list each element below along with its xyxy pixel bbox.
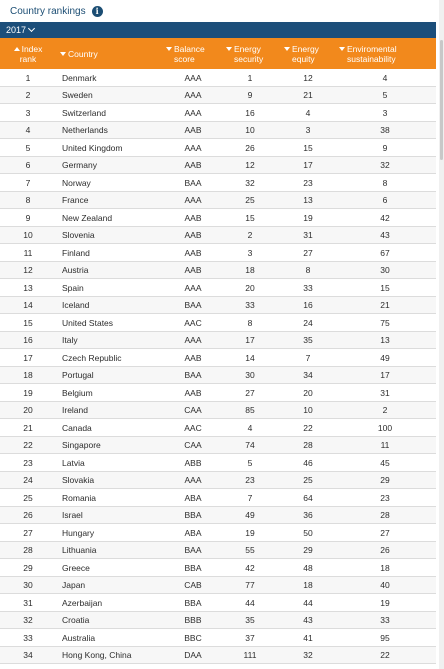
cell-energy-equity: 46 <box>303 457 313 468</box>
table-row[interactable] <box>0 104 436 122</box>
cell-energy-security: 32 <box>245 177 255 188</box>
cell-balance-score: AAA <box>184 282 202 293</box>
cell-balance-score: AAA <box>184 107 202 118</box>
cell-rank: 12 <box>23 265 33 276</box>
cell-country: Belgium <box>62 387 93 398</box>
sort-icon <box>60 52 66 56</box>
header-rank-line2: rank <box>19 53 37 64</box>
cell-balance-score: ABB <box>184 457 202 468</box>
cell-energy-security: 42 <box>245 562 255 573</box>
table-row[interactable] <box>0 297 436 315</box>
table-row[interactable] <box>0 629 436 647</box>
cell-energy-equity: 27 <box>303 247 313 258</box>
cell-rank: 9 <box>25 212 31 223</box>
sort-icon <box>166 47 172 51</box>
cell-environmental-sustainability: 13 <box>380 335 390 346</box>
cell-balance-score: AAA <box>184 72 202 83</box>
table-row[interactable] <box>0 454 436 472</box>
cell-energy-security: 33 <box>245 300 255 311</box>
cell-rank: 3 <box>25 107 31 118</box>
table-row[interactable] <box>0 524 436 542</box>
cell-energy-equity: 21 <box>303 90 313 101</box>
header-equity-line2: equity <box>292 53 315 64</box>
cell-energy-security: 16 <box>245 107 255 118</box>
table-row[interactable] <box>0 244 436 262</box>
cell-energy-equity: 31 <box>303 230 313 241</box>
cell-energy-equity: 22 <box>303 422 313 433</box>
cell-country: Singapore <box>62 440 101 451</box>
cell-environmental-sustainability: 100 <box>377 422 393 433</box>
cell-environmental-sustainability: 29 <box>380 475 390 486</box>
cell-country: Denmark <box>62 72 97 83</box>
cell-energy-equity: 41 <box>303 632 313 643</box>
cell-balance-score: ABA <box>184 492 202 503</box>
cell-balance-score: AAB <box>184 212 202 223</box>
cell-country: United Kingdom <box>62 142 123 153</box>
table-row[interactable] <box>0 87 436 105</box>
cell-environmental-sustainability: 30 <box>380 265 390 276</box>
cell-balance-score: BAA <box>184 545 202 556</box>
cell-rank: 13 <box>23 282 33 293</box>
cell-balance-score: BBA <box>184 597 202 608</box>
cell-energy-security: 2 <box>247 230 253 241</box>
cell-balance-score: AAB <box>184 160 202 171</box>
cell-balance-score: CAA <box>184 440 202 451</box>
table-row[interactable] <box>0 69 436 87</box>
cell-environmental-sustainability: 67 <box>380 247 390 258</box>
cell-country: Germany <box>62 160 97 171</box>
table-row[interactable] <box>0 472 436 490</box>
cell-energy-security: 15 <box>245 212 255 223</box>
cell-country: Czech Republic <box>62 352 122 363</box>
cell-country: Ireland <box>62 405 88 416</box>
scrollbar-thumb[interactable] <box>440 40 443 160</box>
cell-balance-score: AAC <box>184 317 202 328</box>
cell-balance-score: AAB <box>184 387 202 398</box>
cell-environmental-sustainability: 26 <box>380 545 390 556</box>
cell-environmental-sustainability: 43 <box>380 230 390 241</box>
cell-rank: 23 <box>23 457 33 468</box>
table-row[interactable] <box>0 419 436 437</box>
cell-balance-score: AAB <box>184 247 202 258</box>
table-row[interactable] <box>0 139 436 157</box>
cell-balance-score: BBB <box>184 615 202 626</box>
table-row[interactable] <box>0 507 436 525</box>
cell-country: Canada <box>62 422 92 433</box>
cell-rank: 7 <box>25 177 31 188</box>
cell-energy-equity: 32 <box>303 650 313 661</box>
cell-environmental-sustainability: 27 <box>380 527 390 538</box>
sort-icon <box>284 47 290 51</box>
cell-environmental-sustainability: 19 <box>380 597 390 608</box>
cell-rank: 27 <box>23 527 33 538</box>
cell-environmental-sustainability: 31 <box>380 387 390 398</box>
cell-environmental-sustainability: 28 <box>380 510 390 521</box>
cell-environmental-sustainability: 2 <box>382 405 388 416</box>
cell-country: Latvia <box>62 457 85 468</box>
header-sust-line2: sustainability <box>347 53 396 64</box>
cell-country: Austria <box>62 265 89 276</box>
cell-environmental-sustainability: 75 <box>380 317 390 328</box>
cell-rank: 26 <box>23 510 33 521</box>
header-balance-line1: Balance <box>174 43 205 54</box>
cell-rank: 21 <box>23 422 33 433</box>
cell-energy-security: 27 <box>245 387 255 398</box>
cell-balance-score: AAB <box>184 230 202 241</box>
cell-rank: 25 <box>23 492 33 503</box>
header-sust-line1: Enviromental <box>347 43 397 54</box>
cell-rank: 2 <box>25 90 31 101</box>
cell-environmental-sustainability: 6 <box>382 195 388 206</box>
cell-environmental-sustainability: 22 <box>380 650 390 661</box>
cell-country: France <box>62 195 89 206</box>
table-row[interactable] <box>0 174 436 192</box>
info-icon[interactable]: i <box>92 6 103 17</box>
scrollbar[interactable] <box>439 0 444 669</box>
cell-balance-score: DAA <box>184 650 202 661</box>
cell-balance-score: BBA <box>184 562 202 573</box>
cell-energy-security: 12 <box>245 160 255 171</box>
cell-country: Italy <box>62 335 78 346</box>
cell-country: Switzerland <box>62 107 106 118</box>
cell-country: Sweden <box>62 90 93 101</box>
cell-energy-equity: 25 <box>303 475 313 486</box>
cell-balance-score: AAC <box>184 422 202 433</box>
cell-energy-security: 77 <box>245 580 255 591</box>
cell-balance-score: AAA <box>184 195 202 206</box>
cell-energy-security: 55 <box>245 545 255 556</box>
cell-energy-equity: 13 <box>303 195 313 206</box>
cell-rank: 16 <box>23 335 33 346</box>
cell-country: Iceland <box>62 300 90 311</box>
cell-environmental-sustainability: 3 <box>382 107 388 118</box>
year-value: 2017 <box>6 25 27 35</box>
cell-energy-security: 7 <box>247 492 253 503</box>
cell-balance-score: BBC <box>184 632 202 643</box>
cell-energy-security: 8 <box>247 317 253 328</box>
cell-balance-score: BBA <box>184 510 202 521</box>
cell-environmental-sustainability: 49 <box>380 352 390 363</box>
cell-country: Lithuania <box>62 545 97 556</box>
cell-energy-equity: 23 <box>303 177 313 188</box>
cell-balance-score: CAA <box>184 405 202 416</box>
cell-environmental-sustainability: 8 <box>382 177 388 188</box>
cell-rank: 17 <box>23 352 33 363</box>
cell-energy-equity: 18 <box>303 580 313 591</box>
cell-energy-equity: 17 <box>303 160 313 171</box>
cell-energy-security: 5 <box>247 457 253 468</box>
cell-environmental-sustainability: 45 <box>380 457 390 468</box>
cell-rank: 29 <box>23 562 33 573</box>
cell-energy-equity: 29 <box>303 545 313 556</box>
cell-energy-equity: 43 <box>303 615 313 626</box>
year-bar <box>0 22 436 38</box>
table-row[interactable] <box>0 122 436 140</box>
cell-rank: 8 <box>25 195 31 206</box>
cell-environmental-sustainability: 32 <box>380 160 390 171</box>
header-energy-security[interactable] <box>226 38 281 69</box>
cell-energy-security: 19 <box>245 527 255 538</box>
header-country-label: Country <box>68 48 98 59</box>
cell-country: New Zealand <box>62 212 113 223</box>
cell-rank: 4 <box>25 125 31 136</box>
cell-rank: 24 <box>23 475 33 486</box>
cell-country: Romania <box>62 492 97 503</box>
cell-energy-equity: 15 <box>303 142 313 153</box>
cell-energy-security: 14 <box>245 352 255 363</box>
cell-country: Spain <box>62 282 84 293</box>
cell-environmental-sustainability: 42 <box>380 212 390 223</box>
header-environmental-sustainability[interactable] <box>339 38 436 69</box>
cell-energy-equity: 24 <box>303 317 313 328</box>
sort-icon <box>226 47 232 51</box>
table-row[interactable] <box>0 384 436 402</box>
cell-rank: 18 <box>23 370 33 381</box>
cell-energy-security: 1 <box>247 72 253 83</box>
cell-environmental-sustainability: 4 <box>382 72 388 83</box>
cell-balance-score: AAB <box>184 265 202 276</box>
cell-balance-score: AAB <box>184 352 202 363</box>
table-row[interactable] <box>0 367 436 385</box>
cell-energy-equity: 48 <box>303 562 313 573</box>
header-index-rank[interactable] <box>8 38 48 69</box>
cell-energy-equity: 19 <box>303 212 313 223</box>
cell-environmental-sustainability: 21 <box>380 300 390 311</box>
table-row[interactable] <box>0 332 436 350</box>
cell-rank: 1 <box>25 72 31 83</box>
cell-country: Azerbaijan <box>62 597 103 608</box>
cell-energy-equity: 50 <box>303 527 313 538</box>
cell-country: Norway <box>62 177 91 188</box>
cell-balance-score: BAA <box>184 370 202 381</box>
cell-energy-security: 23 <box>245 475 255 486</box>
header-security-line2: security <box>234 53 264 64</box>
table-header <box>0 38 436 69</box>
cell-country: Slovenia <box>62 230 95 241</box>
cell-rank: 33 <box>23 632 33 643</box>
cell-country: Portugal <box>62 370 94 381</box>
cell-balance-score: CAB <box>184 580 202 591</box>
cell-rank: 6 <box>25 160 31 171</box>
page-title: Country rankings <box>10 5 86 17</box>
table-row[interactable] <box>0 594 436 612</box>
cell-energy-equity: 64 <box>303 492 313 503</box>
cell-energy-security: 4 <box>247 422 253 433</box>
table-row[interactable] <box>0 542 436 560</box>
cell-energy-security: 111 <box>243 650 257 661</box>
cell-balance-score: AAA <box>184 335 202 346</box>
cell-environmental-sustainability: 5 <box>382 90 388 101</box>
cell-balance-score: AAA <box>184 475 202 486</box>
cell-country: Finland <box>62 247 90 258</box>
cell-energy-security: 37 <box>245 632 255 643</box>
cell-energy-equity: 8 <box>305 265 311 276</box>
header-balance-line2: score <box>174 53 195 64</box>
cell-country: United States <box>62 317 114 328</box>
table-row[interactable] <box>0 314 436 332</box>
cell-rank: 31 <box>23 597 33 608</box>
chevron-down-icon <box>28 25 35 32</box>
cell-country: Slovakia <box>62 475 95 486</box>
cell-environmental-sustainability: 95 <box>380 632 390 643</box>
cell-energy-security: 85 <box>245 405 255 416</box>
cell-environmental-sustainability: 38 <box>380 125 390 136</box>
table-row[interactable] <box>0 227 436 245</box>
cell-rank: 11 <box>23 247 33 258</box>
cell-environmental-sustainability: 18 <box>380 562 390 573</box>
cell-environmental-sustainability: 9 <box>382 142 388 153</box>
cell-rank: 19 <box>23 387 33 398</box>
cell-rank: 28 <box>23 545 33 556</box>
cell-balance-score: AAA <box>184 90 202 101</box>
cell-energy-security: 17 <box>245 335 255 346</box>
header-equity-line1: Energy <box>292 43 319 54</box>
cell-balance-score: BAA <box>184 300 202 311</box>
cell-energy-security: 49 <box>245 510 255 521</box>
rankings-table-body <box>0 69 436 664</box>
table-row[interactable] <box>0 437 436 455</box>
cell-country: Greece <box>62 562 90 573</box>
cell-energy-security: 74 <box>245 440 255 451</box>
cell-energy-equity: 3 <box>305 125 311 136</box>
table-row[interactable] <box>0 402 436 420</box>
cell-country: Hong Kong, China <box>62 650 132 661</box>
cell-rank: 14 <box>23 300 33 311</box>
cell-energy-equity: 34 <box>303 370 313 381</box>
table-row[interactable] <box>0 157 436 175</box>
table-row[interactable] <box>0 192 436 210</box>
table-row[interactable] <box>0 489 436 507</box>
cell-environmental-sustainability: 17 <box>380 370 390 381</box>
cell-energy-equity: 20 <box>303 387 313 398</box>
cell-energy-equity: 16 <box>303 300 313 311</box>
cell-rank: 32 <box>23 615 33 626</box>
sort-asc-icon <box>14 47 20 51</box>
cell-balance-score: AAB <box>184 125 202 136</box>
cell-energy-security: 10 <box>245 125 255 136</box>
table-row[interactable] <box>0 349 436 367</box>
sort-icon <box>339 47 345 51</box>
cell-balance-score: AAA <box>184 142 202 153</box>
cell-balance-score: BAA <box>184 177 202 188</box>
header-energy-equity[interactable] <box>284 38 334 69</box>
cell-energy-equity: 10 <box>303 405 313 416</box>
cell-rank: 15 <box>23 317 33 328</box>
cell-energy-security: 44 <box>245 597 255 608</box>
table-row[interactable] <box>0 647 436 665</box>
cell-energy-security: 30 <box>245 370 255 381</box>
cell-energy-equity: 7 <box>305 352 311 363</box>
cell-energy-security: 9 <box>247 90 253 101</box>
cell-energy-security: 20 <box>245 282 255 293</box>
table-row[interactable] <box>0 209 436 227</box>
header-balance-score[interactable] <box>166 38 226 69</box>
cell-country: Hungary <box>62 527 95 538</box>
table-row[interactable] <box>0 279 436 297</box>
table-row[interactable] <box>0 612 436 630</box>
cell-energy-security: 3 <box>247 247 253 258</box>
cell-rank: 10 <box>23 230 33 241</box>
cell-energy-security: 18 <box>245 265 255 276</box>
cell-rank: 20 <box>23 405 33 416</box>
table-row[interactable] <box>0 559 436 577</box>
cell-energy-equity: 4 <box>305 107 311 118</box>
cell-environmental-sustainability: 23 <box>380 492 390 503</box>
cell-environmental-sustainability: 40 <box>380 580 390 591</box>
cell-rank: 5 <box>25 142 31 153</box>
cell-rank: 30 <box>23 580 33 591</box>
header-country[interactable] <box>60 38 170 69</box>
cell-energy-equity: 33 <box>303 282 313 293</box>
cell-energy-equity: 36 <box>303 510 313 521</box>
cell-country: Japan <box>62 580 86 591</box>
cell-energy-security: 26 <box>245 142 255 153</box>
header-security-line1: Energy <box>234 43 261 54</box>
cell-rank: 34 <box>23 650 33 661</box>
table-row[interactable] <box>0 577 436 595</box>
title-bar <box>0 0 444 22</box>
cell-country: Netherlands <box>62 125 108 136</box>
cell-country: Croatia <box>62 615 90 626</box>
cell-energy-equity: 35 <box>303 335 313 346</box>
cell-environmental-sustainability: 11 <box>380 440 390 451</box>
cell-energy-equity: 28 <box>303 440 313 451</box>
header-rank-line1: Index <box>21 43 43 54</box>
cell-energy-security: 35 <box>245 615 255 626</box>
cell-country: Australia <box>62 632 96 643</box>
year-dropdown[interactable] <box>6 22 34 38</box>
cell-country: Israel <box>62 510 83 521</box>
cell-energy-equity: 12 <box>303 72 313 83</box>
cell-energy-security: 25 <box>245 195 255 206</box>
cell-environmental-sustainability: 33 <box>380 615 390 626</box>
cell-energy-equity: 44 <box>303 597 313 608</box>
cell-environmental-sustainability: 15 <box>380 282 390 293</box>
table-row[interactable] <box>0 262 436 280</box>
cell-balance-score: ABA <box>184 527 202 538</box>
cell-rank: 22 <box>23 440 33 451</box>
